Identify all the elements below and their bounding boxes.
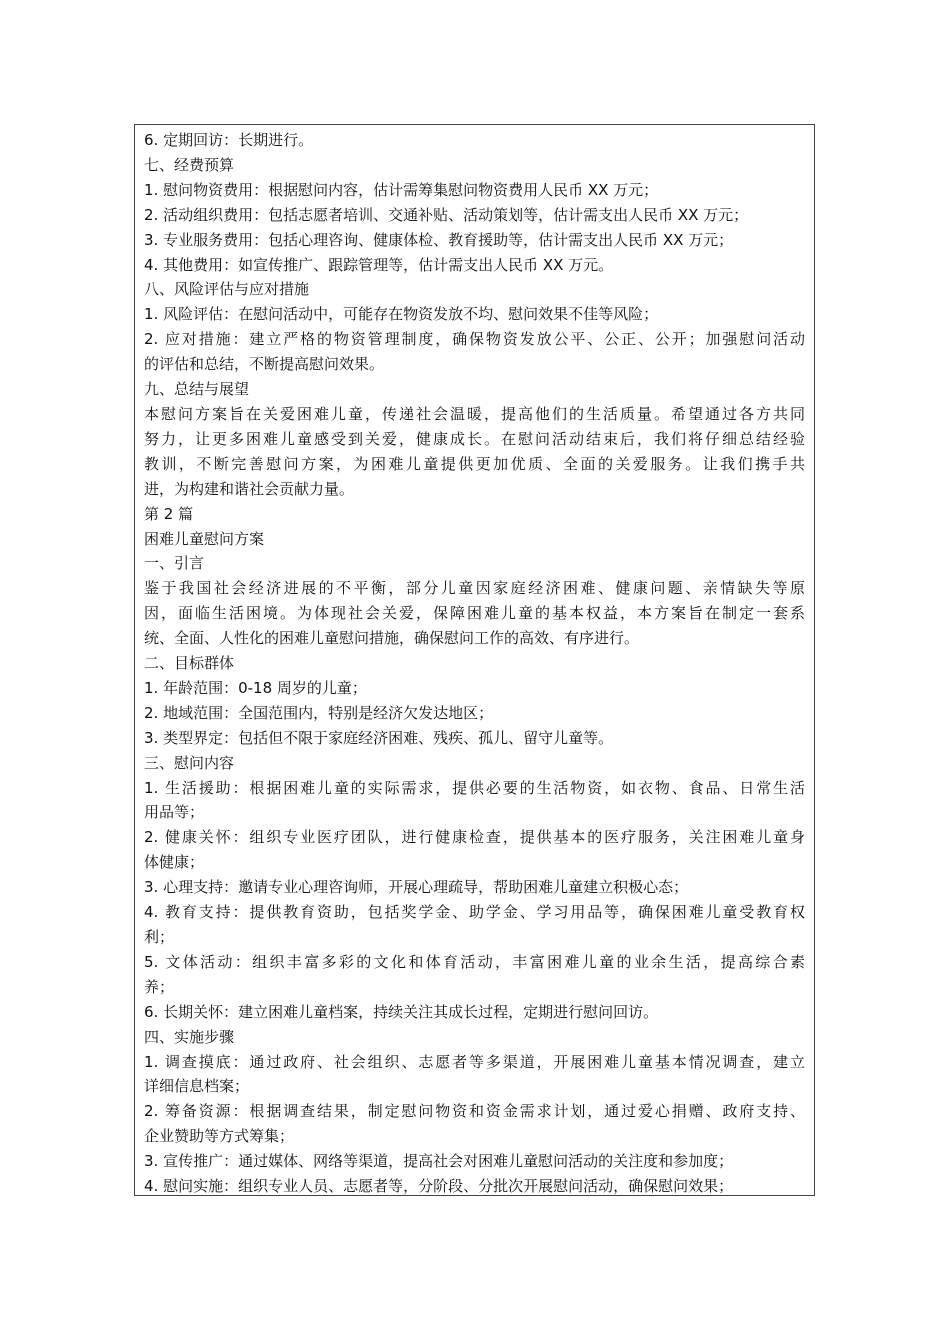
text-line: 鉴于我国社会经济进展的不平衡，部分儿童因家庭经济困难、健康问题、亲情缺失等原 [144, 579, 805, 598]
text-line: 1. 慰问物资费用：根据慰问内容，估计需筹集慰问物资费用人民币 XX 万元； [144, 180, 659, 199]
text-line: 养； [144, 977, 175, 996]
text-line: 体健康； [144, 853, 205, 872]
text-line: 2. 健康关怀：组织专业医疗团队，进行健康检查，提供基本的医疗服务，关注困难儿童身 [144, 828, 805, 847]
text-line: 4. 教育支持：提供教育资助，包括奖学金、助学金、学习用品等，确保困难儿童受教育权 [144, 903, 805, 922]
text-line: 七、经费预算 [144, 155, 235, 174]
text-line: 一、引言 [144, 554, 205, 573]
text-line: 2. 活动组织费用：包括志愿者培训、交通补贴、活动策划等，估计需支出人民币 XX 万元； [144, 205, 749, 224]
text-line: 3. 宣传推广：通过媒体、网络等渠道，提高社会对困难儿童慰问活动的关注度和参加度； [144, 1152, 734, 1171]
text-line: 4. 慰问实施：组织专业人员、志愿者等，分阶段、分批次开展慰问活动，确保慰问效果； [144, 1177, 734, 1196]
text-line: 3. 专业服务费用：包括心理咨询、健康体检、教育援助等，估计需支出人民币 XX 万元； [144, 230, 734, 249]
text-line: 教训，不断完善慰问方案，为困难儿童提供更加优质、全面的关爱服务。让我们携手共 [144, 454, 805, 473]
text-line: 用品等； [144, 803, 205, 822]
text-line: 2. 地域范围：全国范围内，特别是经济欠发达地区； [144, 703, 494, 722]
text-line: 4. 其他费用：如宣传推广、跟踪管理等，估计需支出人民币 XX 万元。 [144, 255, 614, 274]
text-line: 统、全面、人性化的困难儿童慰问措施，确保慰问工作的高效、有序进行。 [144, 629, 640, 648]
text-line: 详细信息档案； [144, 1077, 250, 1096]
text-line: 利； [144, 928, 175, 946]
text-line: 2. 筹备资源：根据调查结果，制定慰问物资和资金需求计划，通过爱心捐赠、政府支持、 [144, 1102, 805, 1121]
text-line: 6. 长期关怀：建立困难儿童档案，持续关注其成长过程，定期进行慰问回访。 [144, 1002, 659, 1021]
text-line: 1. 风险评估：在慰问活动中，可能存在物资发放不均、慰问效果不佳等风险； [144, 305, 659, 324]
text-line: 3. 类型界定：包括但不限于家庭经济困难、残疾、孤儿、留守儿童等。 [144, 728, 614, 747]
text-line: 5. 文体活动：组织丰富多彩的文化和体育活动，丰富困难儿童的业余生活，提高综合素 [144, 952, 805, 971]
text-line: 因，面临生活困境。为体现社会关爱，保障困难儿童的基本权益，本方案旨在制定一套系 [144, 604, 805, 623]
text-line: 1. 年龄范围：0-18 周岁的儿童； [144, 678, 367, 697]
text-line: 二、目标群体 [144, 654, 235, 673]
text-line: 1. 调查摸底：通过政府、社会组织、志愿者等多渠道，开展困难儿童基本情况调查，建立 [144, 1052, 805, 1071]
text-line: 企业赞助等方式筹集； [144, 1127, 295, 1146]
text-line: 努力，让更多困难儿童感受到关爱，健康成长。在慰问活动结束后，我们将仔细总结经验 [144, 429, 805, 448]
text-line: 进，为构建和谐社会贡献力量。 [144, 479, 355, 498]
text-line: 第 2 篇 [144, 504, 194, 523]
content-table-cell [134, 124, 815, 1196]
text-line: 2. 应对措施：建立严格的物资管理制度，确保物资发放公平、公正、公开；加强慰问活动 [144, 330, 805, 349]
text-line: 八、风险评估与应对措施 [144, 280, 310, 299]
text-line: 四、实施步骤 [144, 1027, 235, 1046]
text-line: 九、总结与展望 [144, 380, 250, 399]
text-line: 的评估和总结，不断提高慰问效果。 [144, 355, 385, 374]
text-line: 三、慰问内容 [144, 753, 235, 772]
text-line: 困难儿童慰问方案 [144, 529, 265, 548]
text-line: 6. 定期回访：长期进行。 [144, 131, 314, 149]
text-line: 3. 心理支持：邀请专业心理咨询师，开展心理疏导，帮助困难儿童建立积极心态； [144, 878, 689, 897]
text-line: 本慰问方案旨在关爱困难儿童，传递社会温暖，提高他们的生活质量。希望通过各方共同 [144, 404, 805, 423]
text-line: 1. 生活援助：根据困难儿童的实际需求，提供必要的生活物资，如衣物、食品、日常生活 [144, 778, 805, 797]
